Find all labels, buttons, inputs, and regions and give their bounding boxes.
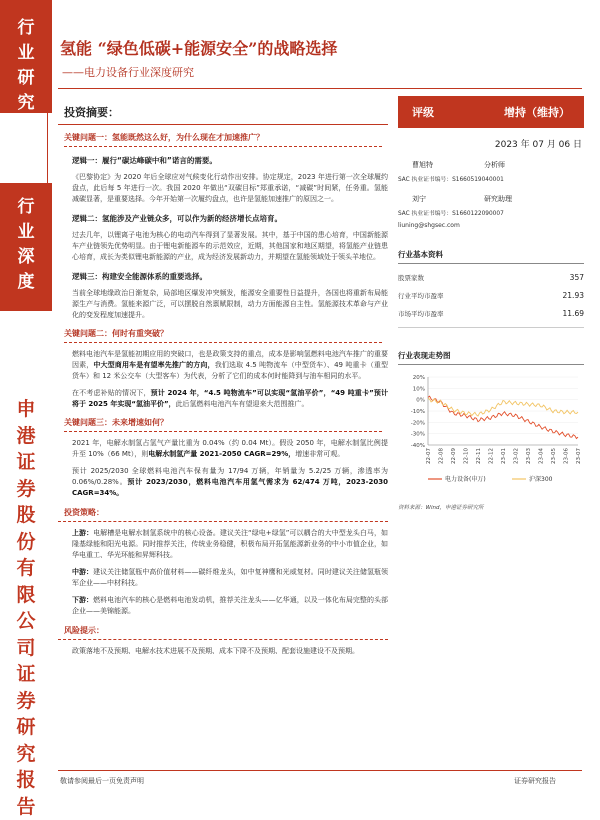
- main-column: [58, 96, 388, 776]
- sidebar-company-char: 司: [0, 635, 52, 662]
- basic-info-key: 行业平均市盈率: [398, 291, 444, 300]
- sidebar-mid-block: [0, 183, 52, 311]
- assistant-cert: [398, 208, 584, 220]
- question-divider: [64, 431, 382, 432]
- trend-chart-divider: [398, 364, 584, 365]
- header-divider: [58, 88, 582, 89]
- sidebar-company-char: 有: [0, 555, 52, 582]
- key-question-3: 关键问题三：未来增速如何？: [64, 417, 388, 428]
- q3-text2-b: 预计 2023/2030，燃料电池汽车用氢气需求为 62/474 万吨，2023-2030 CAGR=34%。: [72, 478, 388, 497]
- basic-info-row: [398, 309, 584, 318]
- chart-xtick-label: 22-07: [426, 448, 432, 464]
- q2-text2-b: 预计 2024 年，“4.5 吨物流车”可以实现“氢油平价”，“49 吨重卡”预计将于 2025 年实现“氢油平价”，: [72, 389, 388, 408]
- logic-1-text: 《巴黎协定》为 2020 年后全球应对气候变化行动作出安排。协定规定，2023 年进行第一次全球履约盘点，此后每 5 年进行一次。我国 2020 年做出“双碳目标”郑重承诺，“减碳”时间紧，任务重。氢能减碳显著，是重要选择。今年开始第一次履约盘点，也许是氢能加速推广的原因之一。: [72, 172, 388, 205]
- risk-divider: [58, 639, 388, 640]
- chart-xtick-label: 23-05: [551, 448, 557, 464]
- analyst-cert-label: SAC 执业证书编号：: [398, 174, 452, 186]
- sidebar-company-char: 告: [0, 794, 52, 820]
- sidebar-top-char: 业: [0, 41, 52, 66]
- sidebar-top-block: [0, 0, 52, 113]
- q2-text2-a: 在不考虑补贴的情况下，: [72, 389, 151, 397]
- question-3-text: [72, 438, 388, 460]
- sidebar-company-char: 申: [0, 396, 52, 423]
- sidebar-company-char: 证: [0, 661, 52, 688]
- analyst-cert-number: S1660519040001: [452, 174, 504, 186]
- sidebar-mid-char: 业: [0, 220, 52, 245]
- basic-info-divider: [398, 263, 584, 264]
- q2-text-b: 中大型商用车是有望率先推广的方向，: [93, 361, 214, 369]
- footer-label: 证券研究报告: [514, 776, 556, 786]
- chart-xtick-label: 23-06: [564, 448, 570, 464]
- basic-info-value: 21.93: [563, 291, 584, 300]
- logic-3-heading: 逻辑三：构建安全能源体系的重要选择。: [72, 271, 388, 282]
- sidebar-company-char: 券: [0, 476, 52, 503]
- logic-3-text: 当前全球地缘政治日渐复杂，局部地区爆发冲突频发，能源安全重要性日益提升，各国也将重新布局能源生产与消费。氢能来源广泛，可以摆脱自然禀赋限制，动力方面能源自主性。氢能源技术革命与产业化的变发程度加速提升。: [72, 288, 388, 321]
- strategy-downstream-label: 下游：: [72, 596, 93, 604]
- chart-xtick-label: 22-11: [476, 448, 482, 464]
- sidebar-company-char: 报: [0, 767, 52, 794]
- chart-xtick-label: 23-01: [501, 448, 507, 464]
- chart-legend-label: 沪深300: [529, 475, 553, 483]
- question-divider: [64, 146, 382, 147]
- sidebar-company-char: 份: [0, 529, 52, 556]
- sidebar-company-char: 限: [0, 582, 52, 609]
- chart-ytick-label: -20%: [411, 420, 425, 426]
- sidebar-company-char: 港: [0, 423, 52, 450]
- chart-ytick-label: 0%: [416, 398, 425, 404]
- right-column: [398, 96, 584, 776]
- basic-info-title: 行业基本资料: [398, 249, 584, 260]
- strategy-heading: 投资策略：: [64, 507, 388, 518]
- strategy-midstream-label: 中游：: [72, 568, 93, 576]
- risk-text: 政策落地不及预期、电解水技术进展不及预期、成本下降不及预期、配套设施建设不及预期。: [72, 646, 388, 657]
- chart-xtick-label: 22-09: [451, 448, 457, 464]
- page-subtitle: ——电力设备行业深度研究: [62, 64, 194, 80]
- sidebar-company-char: 股: [0, 502, 52, 529]
- logic-2-heading: 逻辑二：氢能涉及产业链众多，可以作为新的经济增长点培育。: [72, 213, 388, 224]
- strategy-divider: [58, 521, 388, 522]
- strategy-upstream: [72, 528, 388, 561]
- question-2-text: [72, 349, 388, 382]
- basic-info-row: [398, 273, 584, 282]
- sidebar-company-char: 研: [0, 714, 52, 741]
- chart-xtick-label: 23-04: [539, 448, 545, 464]
- chart-xtick-label: 23-07: [576, 448, 582, 464]
- footer-disclaimer: 敬请参阅最后一页免责声明: [60, 776, 144, 786]
- footer-divider: [58, 770, 582, 771]
- risk-heading: 风险提示：: [64, 625, 388, 636]
- key-question-2: 关键问题二：何时有重突破？: [64, 328, 388, 339]
- summary-heading: 投资摘要：: [64, 104, 388, 120]
- page-title: 氢能 “绿色低碳+能源安全”的战略选择: [60, 36, 337, 59]
- strategy-midstream: [72, 567, 388, 589]
- sidebar-company-char: 公: [0, 608, 52, 635]
- left-band: [0, 0, 52, 800]
- rating-bar: [398, 96, 584, 128]
- sidebar-top-char: 研: [0, 66, 52, 91]
- report-date: 2023 年 07 月 06 日: [398, 137, 584, 150]
- chart-series-line: [428, 396, 578, 438]
- sidebar-mid-char: 深: [0, 245, 52, 270]
- sidebar-top-char: 究: [0, 91, 52, 116]
- assistant-role: 研究助理: [484, 194, 512, 204]
- logic-2-text: 过去几年，以锂离子电池为核心的电动汽车得到了显著发展。其中，基于中国的患心培育，中国新能源车产业链领先优势明显。由于锂电新能源车的示范效应，近期，其他国家和地区期望，将氢能产业链患心培育，成长为类似锂电新能源的产业，成为经济发展新动力，并期望在氢能领域处于领头羊地位。: [72, 230, 388, 263]
- trend-chart: [398, 371, 584, 489]
- question-3-text-2: [72, 466, 388, 499]
- chart-ytick-label: -30%: [411, 432, 425, 438]
- q2-text-c: 我们选取 4.5 吨物流车（中型货车）、49 吨重卡（重型货车）和 12 米公交车（大型客车）为代表，分析了它们的成本何时能降到与油车相同的水平。: [72, 361, 388, 380]
- question-2-text-2: [72, 388, 388, 410]
- analyst-cert: [398, 174, 584, 186]
- basic-info-key: 市场平均市盈率: [398, 309, 444, 318]
- rating-value: 增持（维持）: [504, 104, 570, 120]
- assistant-header: [398, 194, 584, 204]
- chart-ytick-label: -10%: [411, 409, 425, 415]
- sidebar-mid-char: 度: [0, 270, 52, 295]
- chart-xtick-label: 23-02: [514, 448, 520, 464]
- strategy-upstream-text: 电解槽是电解水制氢系统中的核心设备。建议关注“绿电+绿氢”可以耦合的大中型龙头白马，如隆基绿能和阳光电源。同时推荐关注，传统业务稳健，积极布局开拓氢能源新业务的中小市值企业，如华电重工、华光环能和昇辉科技。: [72, 529, 388, 559]
- sidebar-company-char: 究: [0, 741, 52, 768]
- basic-info-key: 股票家数: [398, 273, 424, 282]
- key-question-1: 关键问题一：氢能既然这么好，为什么现在才加速推广？: [64, 132, 388, 143]
- sidebar-divider: [47, 113, 48, 183]
- logic-1-heading: 逻辑一：履行“碳达峰碳中和”诺言的需要。: [72, 155, 388, 166]
- assistant-email: liuning@shgsec.com: [398, 222, 584, 229]
- q3-text-b: 电解水制氢产量 2021-2050 CAGR=29%，: [148, 450, 295, 458]
- chart-xtick-label: 22-10: [464, 448, 470, 464]
- q2-text-a: 燃料电池汽车是氢能初期应用的突破口，也是政策支持的重点，成本是影响氢燃料电池汽车推广的重要因素，: [72, 350, 388, 369]
- chart-xtick-label: 22-08: [439, 448, 445, 464]
- sidebar-company-name: [0, 396, 52, 820]
- basic-info-bottom-divider: [398, 327, 584, 328]
- basic-info-value: 11.69: [563, 309, 584, 318]
- q3-text-a: 2021 年，电解水制氢占氢气产量比重为 0.04%（约 0.04 Mt）。假设 2050 年，电解水制氢比例提升至 10%（66 Mt），则: [72, 439, 388, 458]
- chart-ytick-label: -40%: [411, 443, 425, 449]
- sidebar-top-char: 行: [0, 16, 52, 41]
- basic-info-value: 357: [570, 273, 584, 282]
- assistant-cert-label: SAC 执业证书编号：: [398, 208, 452, 220]
- strategy-downstream: [72, 595, 388, 617]
- sidebar-company-char: 券: [0, 688, 52, 715]
- chart-xtick-label: 22-12: [489, 448, 495, 464]
- q2-text2-c: 此后氢燃料电池汽车有望迎来大范围推广。: [176, 400, 309, 408]
- strategy-upstream-label: 上游：: [72, 529, 93, 537]
- rating-label: 评级: [412, 104, 434, 120]
- chart-ytick-label: 10%: [413, 386, 425, 392]
- analyst-header: [398, 160, 584, 170]
- summary-divider: [58, 124, 388, 125]
- sidebar-company-char: 证: [0, 449, 52, 476]
- chart-xtick-label: 23-03: [526, 448, 532, 464]
- basic-info-row: [398, 291, 584, 300]
- sidebar-mid-char: 行: [0, 195, 52, 220]
- q3-text2-a: 预计 2025/2030 全球燃料电池汽车保有量为 17/94 万辆，年销量为 5.2/25 万辆，渗透率为 0.06%/0.28%。: [72, 467, 388, 486]
- trend-chart-svg: [398, 371, 584, 489]
- trend-chart-title: 行业表现走势图: [398, 350, 584, 361]
- chart-legend-label: 电力设备(申万): [445, 475, 486, 483]
- chart-source: 资料来源：Wind，申港证券研究所: [398, 503, 584, 511]
- strategy-downstream-text: 燃料电池汽车的核心是燃料电池发动机，推荐关注龙头——亿华通，以及一体化布局完整的头部企业——美锦能源。: [72, 596, 388, 615]
- chart-ytick-label: 20%: [413, 375, 425, 381]
- strategy-midstream-text: 建议关注储氢瓶中高价值材料——碳纤维龙头，如中复神鹰和光威复材。同时建议关注储氢瓶领军企业——中材科技。: [72, 568, 388, 587]
- assistant-cert-number: S1660122090007: [452, 208, 504, 220]
- q3-text-c: 增速非常可观。: [295, 450, 344, 458]
- question-divider: [64, 342, 382, 343]
- analyst-name: 曹旭特: [412, 160, 484, 170]
- assistant-name: 刘宁: [412, 194, 484, 204]
- analyst-role: 分析师: [484, 160, 505, 170]
